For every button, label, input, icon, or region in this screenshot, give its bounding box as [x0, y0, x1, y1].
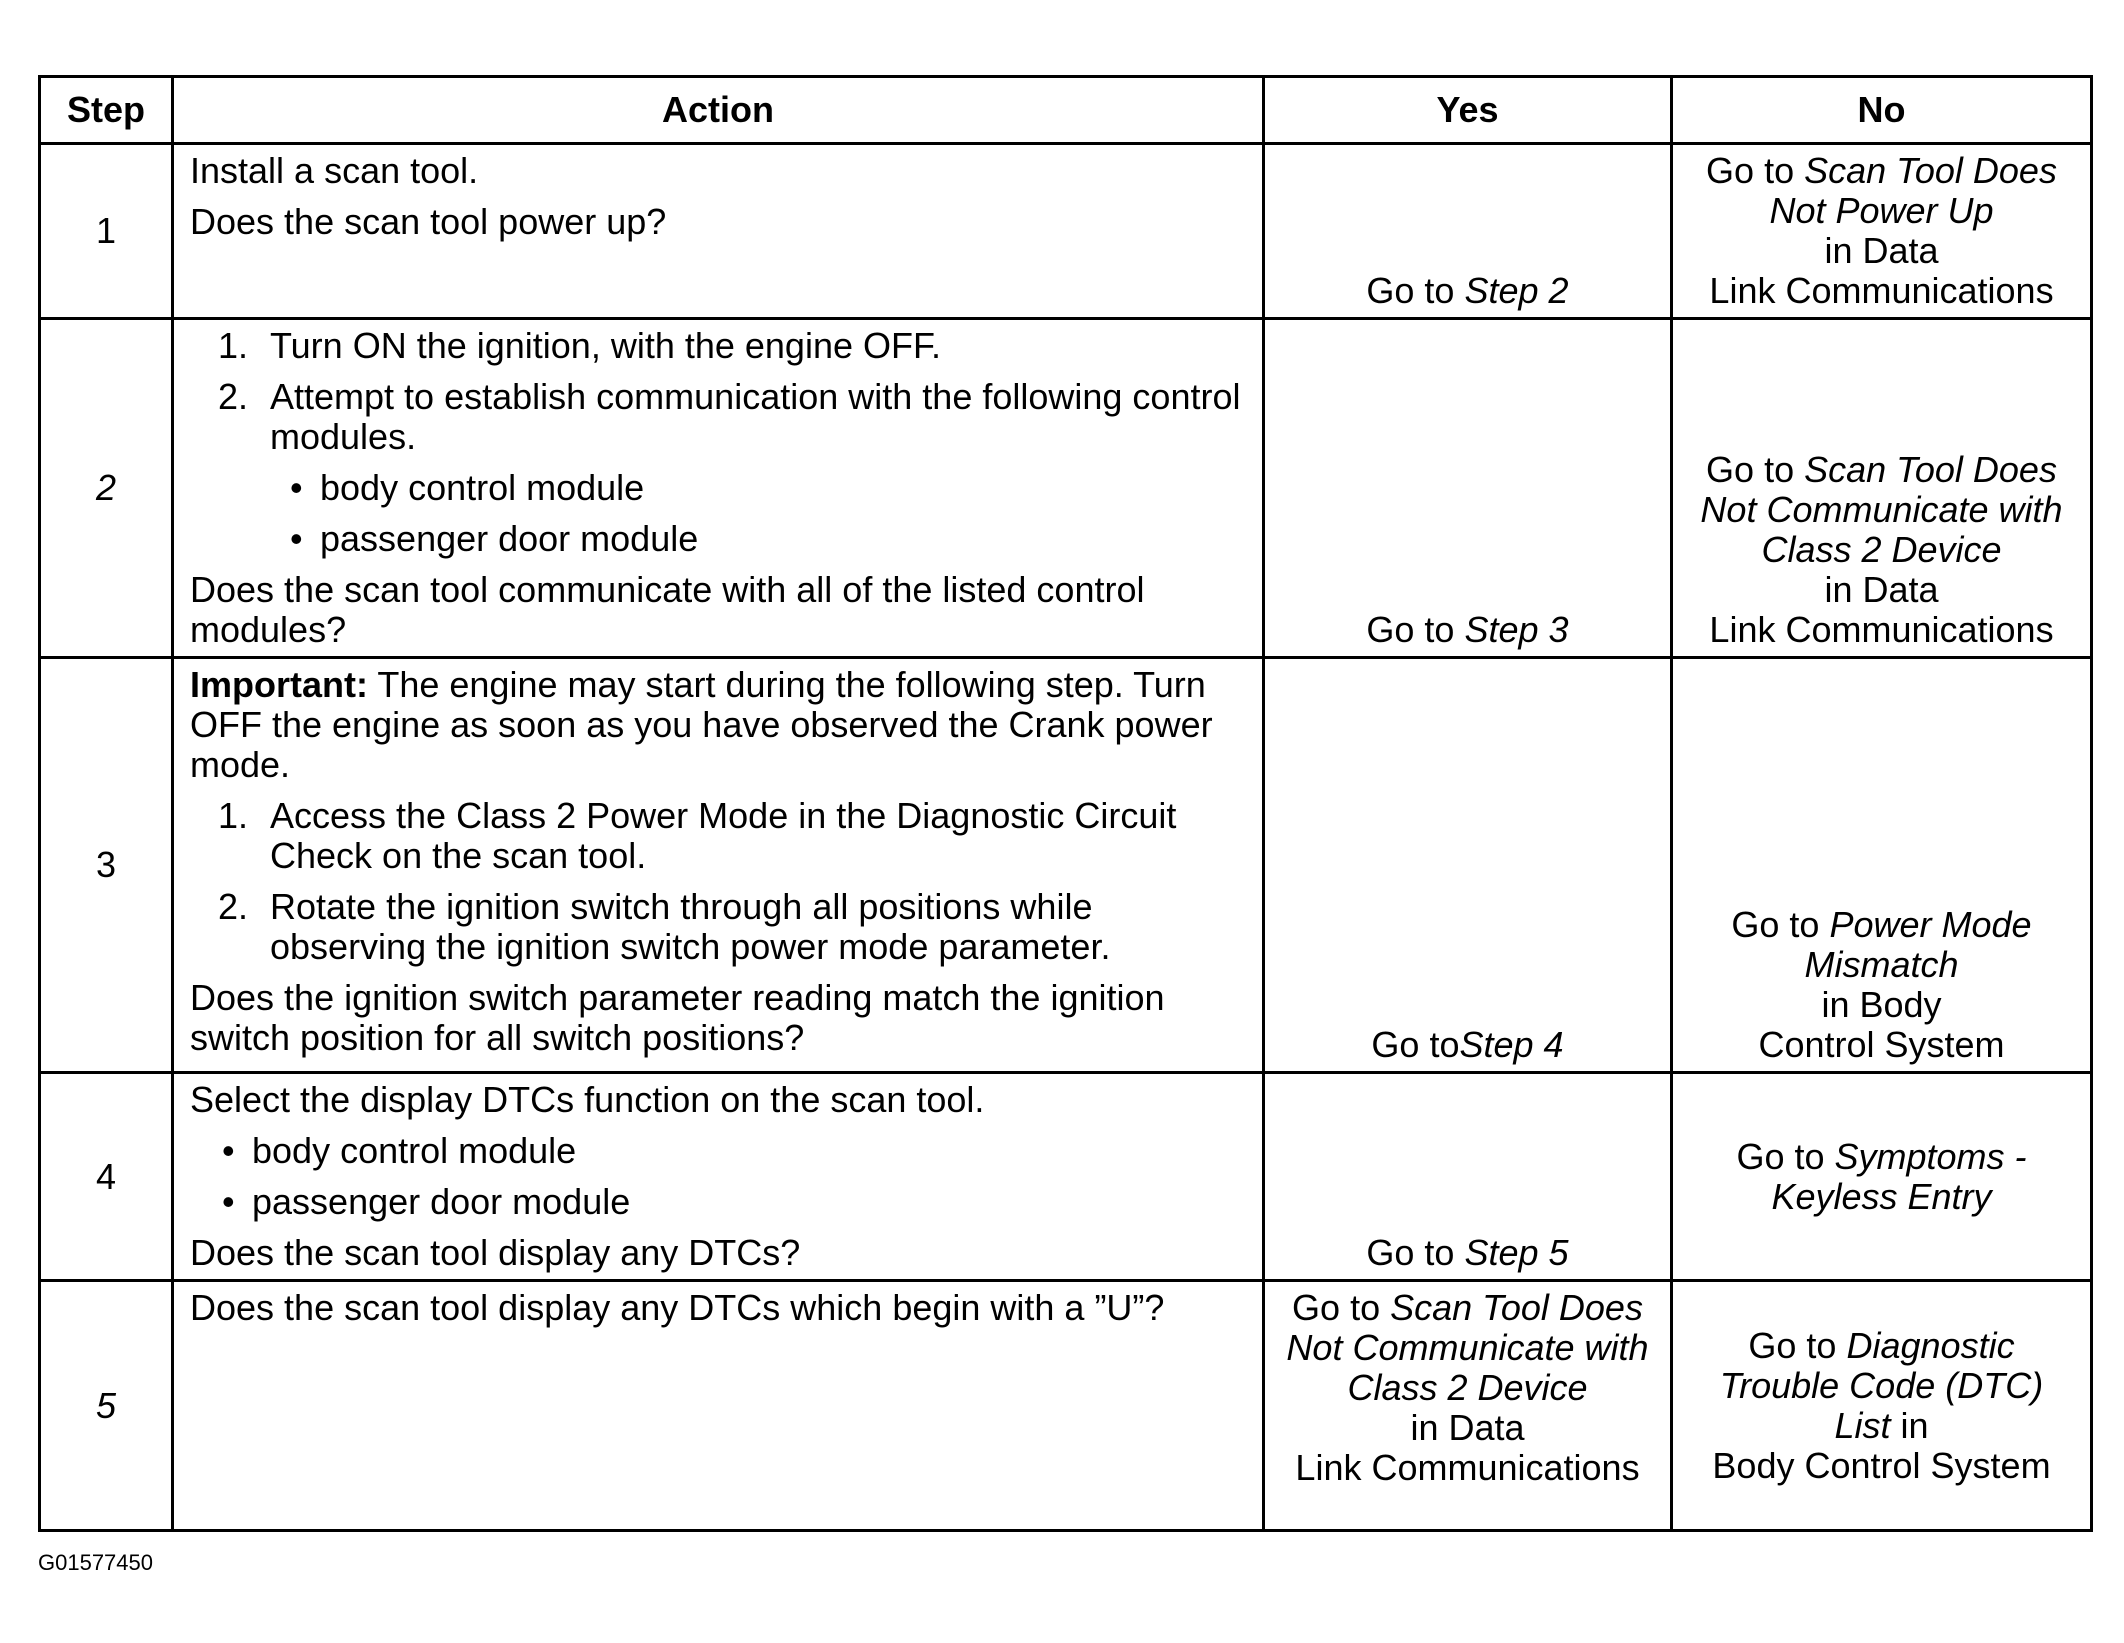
procedure-link[interactable]: Not Power Up	[1769, 190, 1994, 231]
header-action: Action	[173, 77, 1264, 144]
bullet-icon: •	[290, 518, 303, 559]
table-row	[40, 1281, 2092, 1531]
no-cell: Go to Scan Tool Does Not Power Up in Data Link Communications	[1672, 144, 2092, 319]
step-number: 4	[40, 1073, 173, 1281]
action-text: Install a scan tool.	[190, 150, 479, 191]
action-question: Does the ignition switch parameter reading match the ignition switch position for all switch positions?	[190, 977, 1165, 1058]
bullet-item: • passenger door module	[290, 518, 699, 559]
header-row	[40, 77, 2092, 144]
procedure-link[interactable]: Not Communicate with	[1286, 1327, 1649, 1368]
table-row	[40, 319, 2092, 658]
procedure-link[interactable]: Power Mode	[1829, 904, 2032, 945]
bullet-item: • passenger door module	[222, 1181, 631, 1222]
procedure-link[interactable]: Not Communicate with	[1700, 489, 2063, 530]
header-no: No	[1672, 77, 2092, 144]
no-cell: Go to Power Mode Mismatch in Body Control System	[1672, 658, 2092, 1073]
procedure-link[interactable]: Mismatch	[1804, 944, 1959, 985]
procedure-link[interactable]: Trouble Code (DTC)	[1719, 1364, 2044, 1406]
procedure-link[interactable]: Keyless Entry	[1771, 1175, 1992, 1217]
table-row	[40, 1073, 2092, 1281]
no-cell: Go to Diagnostic Trouble Code (DTC) List in Body Control System	[1672, 1281, 2092, 1531]
step-link[interactable]: Step 2	[1464, 270, 1569, 311]
yes-cell: Go toStep 4	[1264, 658, 1672, 1073]
step-link[interactable]: Step 5	[1464, 1232, 1569, 1273]
header-yes: Yes	[1264, 77, 1672, 144]
numbered-item: 1. Turn ON the ignition, with the engine OFF.	[218, 325, 941, 366]
yes-cell: Go to Scan Tool Does Not Communicate with Class 2 Device in Data Link Communications	[1264, 1281, 1672, 1531]
important-note: Important: The engine may start during the following step. Turn OFF the engine as soon as you have observed the Crank power mode.	[190, 664, 1213, 785]
action-cell	[173, 144, 1264, 319]
procedure-link[interactable]: List	[1834, 1404, 1891, 1446]
no-cell: Go to Symptoms - Keyless Entry	[1672, 1073, 2092, 1281]
bullet-icon: •	[290, 467, 303, 508]
action-question: Does the scan tool display any DTCs?	[190, 1232, 801, 1273]
step-number: 1	[40, 144, 173, 319]
procedure-link[interactable]: Scan Tool Does	[1804, 449, 2057, 490]
bullet-item: • body control module	[290, 467, 645, 508]
bullet-icon: •	[222, 1181, 235, 1222]
action-question: Does the scan tool communicate with all of the listed control modules?	[190, 569, 1145, 650]
numbered-item: 2. Rotate the ignition switch through all positions while observing the ignition switch power mode parameter.	[218, 886, 1111, 967]
yes-cell: Go to Step 3	[1264, 319, 1672, 658]
no-cell: Go to Scan Tool Does Not Communicate with Class 2 Device in Data Link Communications	[1672, 319, 2092, 658]
yes-cell: Go to Step 5	[1264, 1073, 1672, 1281]
step-link[interactable]: Step 4	[1459, 1024, 1564, 1065]
step-link[interactable]: Step 3	[1464, 609, 1569, 650]
yes-cell: Go to Step 2	[1264, 144, 1672, 319]
diagnostic-table	[38, 75, 2093, 1532]
action-question: Does the scan tool power up?	[190, 201, 667, 242]
table-row	[40, 658, 2092, 1073]
action-cell	[173, 319, 1264, 658]
numbered-item: 1. Access the Class 2 Power Mode in the Diagnostic Circuit Check on the scan tool.	[218, 795, 1177, 876]
procedure-link[interactable]: Diagnostic	[1846, 1324, 2015, 1366]
action-cell	[173, 658, 1264, 1073]
step-number: 3	[40, 658, 173, 1073]
action-text: Select the display DTCs function on the scan tool.	[190, 1079, 985, 1120]
table-row	[40, 144, 2092, 319]
procedure-link[interactable]: Class 2 Device	[1347, 1367, 1588, 1408]
procedure-link[interactable]: Symptoms -	[1834, 1135, 2027, 1177]
procedure-link[interactable]: Scan Tool Does	[1390, 1287, 1643, 1328]
procedure-link[interactable]: Class 2 Device	[1761, 529, 2002, 570]
step-number: 5	[40, 1281, 173, 1531]
step-number: 2	[40, 319, 173, 658]
bullet-icon: •	[222, 1130, 235, 1171]
header-step: Step	[40, 77, 173, 144]
bullet-item: • body control module	[222, 1130, 577, 1171]
action-cell	[173, 1281, 1264, 1531]
procedure-link[interactable]: Scan Tool Does	[1804, 150, 2057, 191]
action-question: Does the scan tool display any DTCs which begin with a ”U”?	[190, 1287, 1165, 1328]
action-cell	[173, 1073, 1264, 1281]
figure-id: G01577450	[38, 1550, 153, 1575]
numbered-item: 2. Attempt to establish communication with the following control modules.	[218, 376, 1241, 457]
